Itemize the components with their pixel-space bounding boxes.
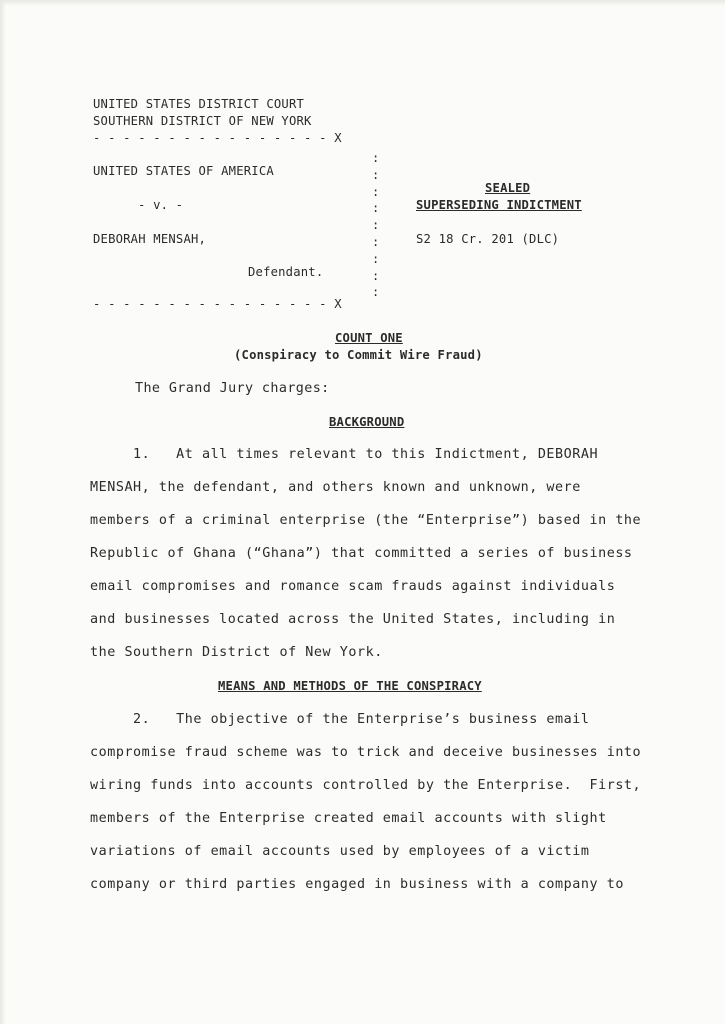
caption-dash-line-bottom: - - - - - - - - - - - - - - - - X xyxy=(93,297,342,311)
para1-line: the Southern District of New York. xyxy=(90,645,383,660)
defendant-label: Defendant. xyxy=(248,265,324,279)
para1-line: Republic of Ghana (“Ghana”) that committed a series of business xyxy=(90,546,633,561)
para1-line: MENSAH, the defendant, and others known and unknown, were xyxy=(90,480,581,495)
scan-top-shadow xyxy=(0,0,725,6)
para1-line: 1. At all times relevant to this Indictment, DEBORAH xyxy=(90,447,599,462)
court-name-line1: UNITED STATES DISTRICT COURT xyxy=(93,97,305,111)
caption-colon-column: : : : : : : : : : xyxy=(372,151,380,300)
para2-line: company or third parties engaged in business with a company to xyxy=(90,877,624,892)
scan-edge-shadow xyxy=(0,0,6,1024)
sealed-label: SEALED xyxy=(485,181,531,195)
para1-line: and businesses located across the United States, including in xyxy=(90,612,616,627)
count-heading: COUNT ONE xyxy=(335,331,403,345)
defendant-name: DEBORAH MENSAH, xyxy=(93,232,207,246)
grand-jury-charges: The Grand Jury charges: xyxy=(135,381,330,396)
para1-line: members of a criminal enterprise (the “Enterprise”) based in the xyxy=(90,513,642,528)
para2-line: 2. The objective of the Enterprise’s business email xyxy=(90,712,590,727)
para2-line: compromise fraud scheme was to trick and deceive businesses into xyxy=(90,745,642,760)
para1-line: email compromises and romance scam frauds against individuals xyxy=(90,579,616,594)
background-heading: BACKGROUND xyxy=(329,415,405,429)
para2-line: members of the Enterprise created email accounts with slight xyxy=(90,811,607,826)
para2-line: variations of email accounts used by employees of a victim xyxy=(90,844,590,859)
plaintiff-name: UNITED STATES OF AMERICA xyxy=(93,164,274,178)
caption-dash-line-top: - - - - - - - - - - - - - - - - X xyxy=(93,131,342,145)
count-subheading: (Conspiracy to Commit Wire Fraud) xyxy=(234,348,483,362)
versus-label: - v. - xyxy=(138,198,184,212)
court-name-line2: SOUTHERN DISTRICT OF NEW YORK xyxy=(93,114,312,128)
case-number: S2 18 Cr. 201 (DLC) xyxy=(416,232,560,246)
document-title: SUPERSEDING INDICTMENT xyxy=(416,198,582,212)
means-methods-heading: MEANS AND METHODS OF THE CONSPIRACY xyxy=(218,679,482,693)
para2-line: wiring funds into accounts controlled by the Enterprise. First, xyxy=(90,778,642,793)
